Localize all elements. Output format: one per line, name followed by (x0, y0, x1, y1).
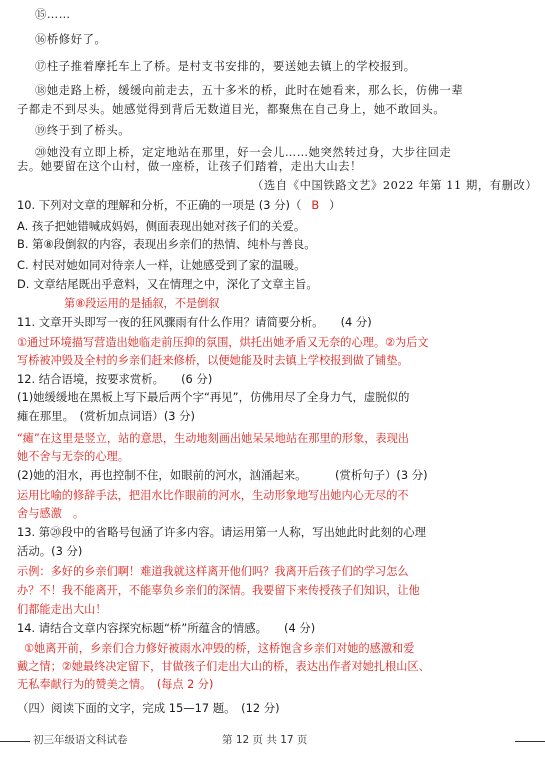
q10-answer: B (311, 198, 320, 212)
q12-answer2-line1: 运用比喻的修辞手法，把泪水比作眼前的河水，生动形象地写出她内心无尽的不 (17, 489, 409, 502)
q13-answer-line3: 们都能走出大山！ (17, 603, 107, 616)
q12-stem: 12. 结合语境，按要求赏析。 (6 分) (17, 372, 213, 386)
q10-answer-open: （ (289, 198, 302, 212)
q11-stem: 11. 文章开头即写一夜的狂风骤雨有什么作用？请简要分析。 (4 分) (17, 315, 372, 329)
q12-answer1-line1: “瘫”在这里是竖立，站的意思，生动地刻画出她呆呆地站在那里的形象，表现出 (17, 432, 409, 445)
q14-stem: 14. 请结合文章内容探究标题“桥”所蕴含的情感。 (4 分) (17, 621, 316, 635)
q10-stem (17, 200, 341, 211)
q10-option-c: C. 村民对她如同对待亲人一样，让她感受到了家的温暖。 (17, 258, 306, 272)
q10-option-b: B. 第⑧段倒叙的内容，表现出乡亲们的热情、纯朴与善良。 (17, 237, 316, 251)
q12-answer2-line2: 舍与感激 。 (17, 507, 85, 520)
footer-rule-right (515, 741, 545, 742)
passage-para-17: ⑰柱子推着摩托车上了桥。是村支书安排的，要送她去镇上的学校报到。 (35, 60, 416, 73)
passage-para-20-line1: ⑳她没有立即上桥，定定地站在那里，好一会儿……她突然转过身，大步往回走 (35, 146, 452, 159)
q12-answer1-line2: 她不舍与无奈的心理。 (17, 450, 129, 463)
footer-page-number: 第 12 页 共 17 页 (222, 734, 308, 746)
q11-answer-line2: 写桥被冲毁及全村的乡亲们赶来修桥，以便她能及时去镇上学校报到做了铺垫。 (17, 354, 409, 367)
q13-stem-line2: 活动。(3 分) (17, 544, 83, 558)
q14-answer-line3: 无私奉献行为的赞美之情。 (每点 2 分) (17, 678, 214, 691)
q13-answer-line2: 办？不！我不能离开，不能辜负乡亲们的深情。我要留下来传授孩子们知识，让他 (17, 584, 420, 597)
passage-para-15: ⑮…… (35, 8, 71, 21)
footer-exam-title: 初三年级语文科试卷 (33, 734, 128, 746)
q10-option-a: A. 孩子把她错喊成妈妈，侧面表现出她对孩子们的关爱。 (17, 219, 306, 233)
q10-answer-close: ） (329, 198, 341, 212)
q12-sub2: (2)她的泪水，再也控制不住，如眼前的河水，汹涌起来。 (赏析句子）(3 分) (17, 468, 428, 482)
passage-source: （选自《中国铁路文艺》2022 年第 11 期，有删改） (252, 179, 538, 192)
footer-rule-left (0, 741, 30, 742)
passage-para-16: ⑯桥修好了。 (35, 33, 107, 46)
q10-option-d: D. 文章结尾既出乎意料，又在情理之中，深化了文章主旨。 (17, 277, 318, 291)
passage-para-18-line2: 子都走不到尽头。她感觉得到背后无数道目光，都聚焦在自己身上，她不敢回头。 (17, 103, 446, 116)
q14-answer-line2: 戴之情；②她最终决定留下，甘做孩子们走出大山的桥，表达出作者对她扎根山区、 (17, 660, 430, 673)
q11-answer-line1: ①通过环境描写营造出她临走前压抑的氛围，烘托出她矛盾又无奈的心理。②为后文 (17, 336, 429, 349)
q10-note: 第⑧段运用的是插叙，不是倒叙 (64, 297, 220, 310)
q12-sub1-line1: (1)她缓缓地在黑板上写下最后两个字“再见”，仿佛用尽了全身力气，虚脱似的 (17, 390, 410, 404)
section-4-heading: （四）阅读下面的文字，完成 15—17 题。 (12 分) (17, 701, 280, 715)
q10-stem-text: 10. 下列对文章的理解和分析，不正确的一项是 (3 分) (17, 198, 290, 212)
passage-para-19: ⑲终于到了桥头。 (35, 124, 131, 137)
passage-para-18-line1: ⑱她走路上桥，缓缓向前走去，五十多米的桥，此时在她看来，那么长，仿佛一辈 (35, 84, 464, 97)
q13-stem-line1: 13. 第⑳段中的省略号包涵了许多内容。请运用第一人称，写出她此时此刻的心理 (17, 525, 427, 539)
q13-answer-line1: 示例：多好的乡亲们啊！难道我就这样离开他们吗？我离开后孩子们的学习怎么 (17, 565, 409, 578)
q12-sub1-line2: 瘫在那里。 (赏析加点词语）(3 分) (17, 409, 195, 423)
passage-para-20-line2: 去。她要留在这个山村，做一座桥，让孩子们踏着，走出大山去！ (17, 160, 363, 173)
q14-answer-line1: ①她离开前，乡亲们合力修好被雨水冲毁的桥，这桥饱含乡亲们对她的感激和爱 (24, 642, 415, 655)
